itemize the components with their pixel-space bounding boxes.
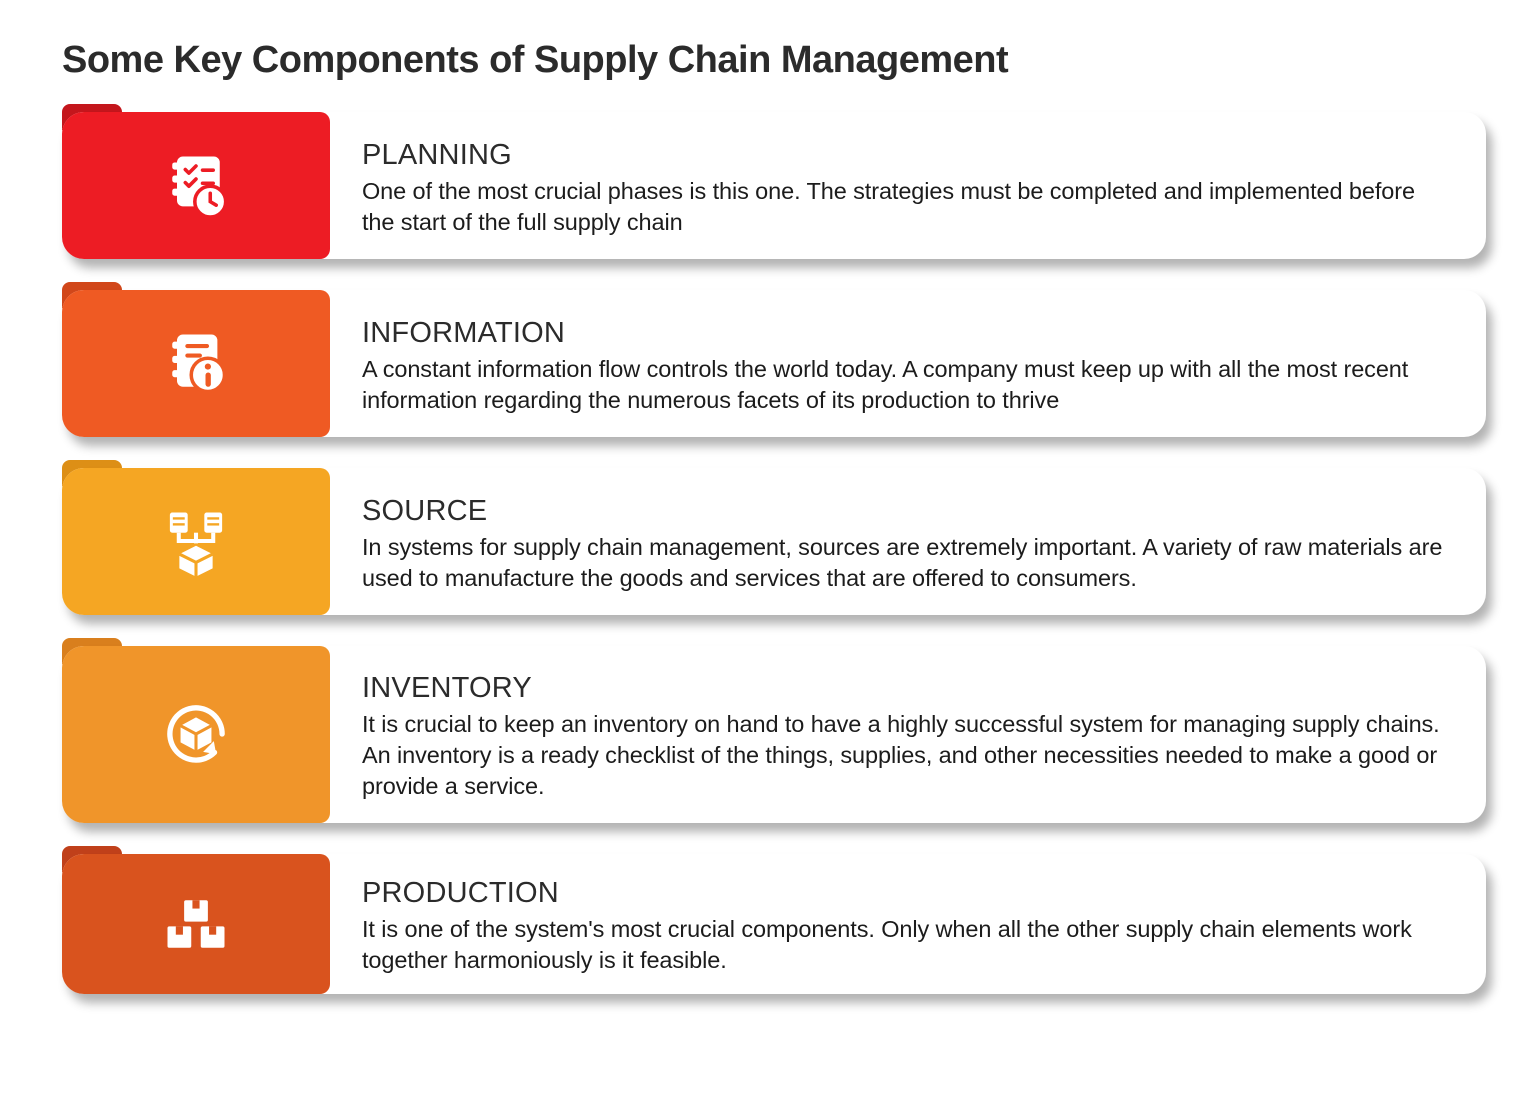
card-content — [362, 854, 1486, 994]
page-title: Some Key Components of Supply Chain Management — [62, 39, 1009, 81]
icon-panel — [62, 646, 330, 823]
component-card[interactable] — [62, 646, 1486, 823]
card-description: One of the most crucial phases is this one. The strategies must be completed and implemented before the start of the full supply chain — [362, 177, 1415, 235]
card-content — [362, 112, 1486, 259]
card-description: A constant information flow controls the world today. A company must keep up with all the most recent information regarding the numerous facets of its production to thrive — [362, 355, 1409, 413]
card-content — [362, 468, 1486, 615]
checklist-clock-icon — [151, 140, 241, 230]
box-refresh-icon — [151, 689, 241, 779]
card-description: In systems for supply chain management, sources are extremely important. A variety of raw materials are used to manufacture the goods and services that are offered to consumers. — [362, 533, 1443, 591]
card-description: It is one of the system's most crucial components. Only when all the other supply chain elements work together harmoniously is it feasible. — [362, 916, 1412, 974]
list-item — [40, 104, 1496, 259]
icon-panel — [62, 468, 330, 615]
list-item — [40, 282, 1496, 437]
list-item — [40, 846, 1496, 994]
document-info-icon — [151, 318, 241, 408]
source-network-box-icon — [151, 496, 241, 586]
component-list — [40, 104, 1496, 994]
list-item — [40, 638, 1496, 823]
component-card[interactable] — [62, 468, 1486, 615]
icon-panel — [62, 854, 330, 994]
component-card[interactable] — [62, 112, 1486, 259]
component-card[interactable] — [62, 854, 1486, 994]
icon-panel — [62, 290, 330, 437]
card-heading: PLANNING — [362, 138, 512, 171]
stacked-boxes-icon — [151, 879, 241, 969]
card-heading: INVENTORY — [362, 672, 532, 705]
component-card[interactable] — [62, 290, 1486, 437]
card-description: It is crucial to keep an inventory on hand to have a highly successful system for managing supply chains. An inventory is a ready checklist of the things, supplies, and other necessities needed to make a good or provide a service. — [362, 711, 1440, 800]
card-content — [362, 646, 1486, 823]
list-item — [40, 460, 1496, 615]
card-content — [362, 290, 1486, 437]
card-heading: PRODUCTION — [362, 877, 559, 910]
card-heading: INFORMATION — [362, 316, 566, 349]
card-heading: SOURCE — [362, 494, 488, 527]
icon-panel — [62, 112, 330, 259]
